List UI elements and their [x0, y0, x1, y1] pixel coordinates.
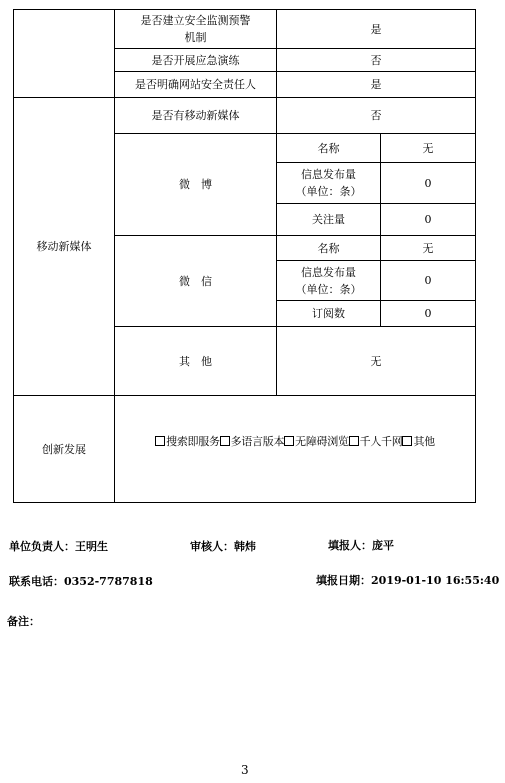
option-accessibility: 无障碍浏览 [295, 434, 349, 448]
innovation-options [115, 396, 475, 486]
other-media-value: 无 [370, 354, 382, 368]
security-warning-value: 是 [370, 22, 382, 36]
mobile-media-section-label: 移动新媒体 [36, 240, 92, 253]
unit-leader: 单位负责人：王明生 [9, 540, 108, 553]
weixin-posts-value: 0 [424, 274, 432, 287]
weibo-name-value: 无 [422, 141, 434, 155]
weixin-subs-value: 0 [424, 307, 432, 320]
weixin-name-label: 名称 [317, 241, 340, 255]
emergency-drill-value: 否 [370, 53, 382, 67]
page-number: 3 [241, 763, 249, 777]
security-owner-value: 是 [370, 78, 382, 91]
other-media-label: 其 他 [179, 354, 212, 368]
checkbox-search-service[interactable] [155, 436, 165, 446]
weibo-posts-label: 信息发布量 （单位：条） [295, 168, 362, 198]
contact-phone: 联系电话：0352-7787818 [9, 575, 153, 588]
option-personalized: 千人千网 [359, 434, 403, 448]
weixin-subs-label: 订阅数 [312, 307, 345, 320]
weixin-label: 微 信 [179, 274, 212, 288]
reviewer: 审核人：韩炜 [190, 540, 256, 553]
fill-date: 填报日期：2019-01-10 16:55:40 [316, 574, 500, 587]
checkbox-personalized[interactable] [349, 436, 359, 446]
security-warning-label: 是否建立安全监测预警 机制 [140, 14, 251, 44]
weibo-posts-value: 0 [424, 176, 432, 190]
table-bottom-border [13, 502, 476, 503]
checkbox-multilingual[interactable] [220, 436, 230, 446]
weibo-name-label: 名称 [317, 141, 340, 155]
weibo-label: 微 博 [179, 178, 212, 191]
weibo-follow-value: 0 [424, 213, 432, 226]
filler: 填报人：庞平 [328, 539, 394, 552]
emergency-drill-label: 是否开展应急演练 [151, 53, 240, 67]
option-other: 其他 [413, 434, 435, 448]
has-mobile-media-label: 是否有移动新媒体 [151, 109, 240, 122]
checkbox-accessibility[interactable] [284, 436, 294, 446]
weibo-follow-label: 关注量 [312, 213, 345, 226]
option-multilingual: 多语言版本 [230, 434, 285, 448]
checkbox-other[interactable] [402, 436, 412, 446]
weixin-name-value: 无 [422, 241, 434, 255]
has-mobile-media-value: 否 [370, 109, 382, 122]
innovation-label: 创新发展 [42, 442, 86, 456]
security-owner-label: 是否明确网站安全责任人 [135, 78, 256, 91]
table-right-border [475, 9, 476, 503]
weixin-posts-label: 信息发布量 （单位：条） [295, 265, 362, 296]
option-search-service: 搜索即服务 [166, 434, 220, 448]
remarks-label: 备注： [7, 615, 40, 628]
